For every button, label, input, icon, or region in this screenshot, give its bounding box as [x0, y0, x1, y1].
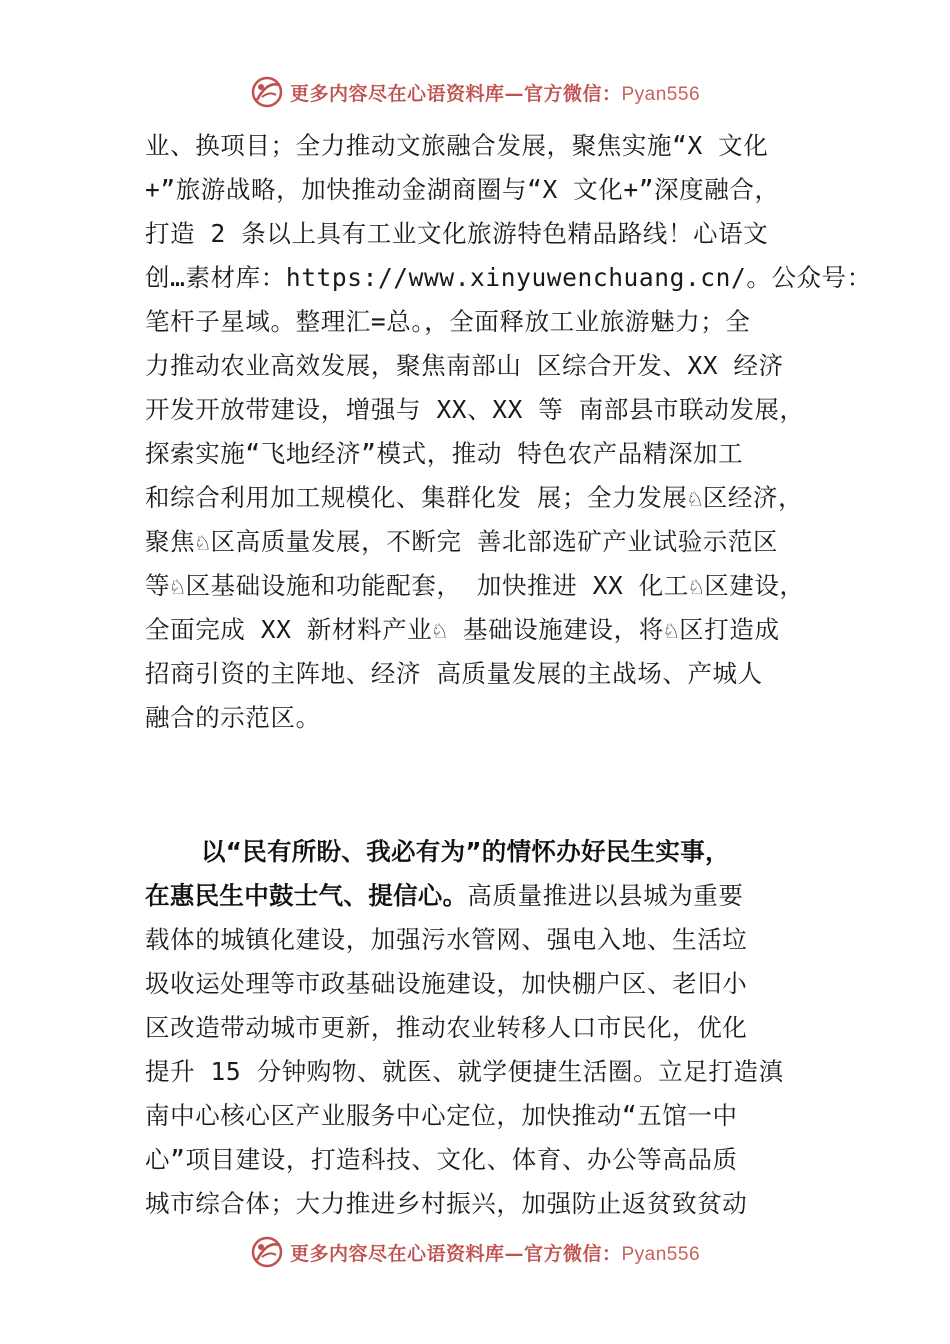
footer-banner-text: 更多内容尽在心语资料库—官方微信：Pyan556	[289, 1242, 701, 1265]
text-line: 和综合利用加工规模化、集群化发 展；全力发展♘区经济，	[145, 483, 804, 512]
text-line: 笔杆子星域。整理汇=总。，全面释放工业旅游魅力；全	[145, 307, 751, 336]
text-line: 提升 15 分钟购物、就医、就学便捷生活圈。立足打造滇	[145, 1057, 784, 1086]
logo-icon	[250, 1235, 284, 1269]
section-heading-cont: 在惠民生中鼓士气、提信心。	[145, 881, 468, 910]
text-line: 载体的城镇化建设，加强污水管网、强电入地、生活垃	[145, 925, 748, 954]
footer-banner	[0, 1232, 950, 1272]
text-line: 探索实施“飞地经济”模式，推动 特色农产品精深加工	[145, 439, 744, 468]
text-line	[145, 874, 865, 918]
text-line: +”旅游战略，加快推动金湖商圈与“X 文化+”深度融合，	[145, 175, 780, 204]
text-line: 融合的示范区。	[145, 703, 321, 732]
text-line: 聚焦♘区高质量发展，不断完 善北部选矿产业试验示范区	[145, 527, 779, 556]
header-banner	[0, 72, 950, 112]
text-line: 心”项目建设，打造科技、文化、体育、办公等高品质	[145, 1145, 738, 1174]
text-line: 招商引资的主阵地、经济 高质量发展的主战场、产城人	[145, 659, 763, 688]
footer-account: Pyan556	[621, 1243, 701, 1265]
text-line: 力推动农业高效发展，聚焦南部山 区综合开发、XX 经济	[145, 351, 784, 380]
text-line: 打造 2 条以上具有工业文化旅游特色精品路线！心语文	[145, 219, 769, 248]
text-line: 南中心核心区产业服务中心定位，加快推动“五馆一中	[145, 1101, 738, 1130]
text-line: 圾收运处理等市政基础设施建设，加快棚户区、老旧小	[145, 969, 748, 998]
document-body	[145, 124, 872, 1226]
text-line: 开发开放带建设，增强与 XX、XX 等 南部县市联动发展，	[145, 395, 805, 424]
text-line: 区改造带动城市更新，推动农业转移人口市民化，优化	[145, 1013, 748, 1042]
text-line: 全面完成 XX 新材料产业♘ 基础设施建设，将♘区打造成	[145, 615, 780, 644]
header-banner-text: 更多内容尽在心语资料库—官方微信：Pyan556	[289, 82, 701, 105]
logo-icon	[250, 75, 284, 109]
text-line: 创…素材库：https://www.xinyuwenchuang.cn/。公众号：	[145, 263, 872, 292]
text-line: 等♘区基础设施和功能配套， 加快推进 XX 化工♘区建设，	[145, 571, 805, 600]
text-line: 城市综合体；大力推进乡村振兴，加强防止返贫致贫动	[145, 1189, 748, 1218]
text-span: 高质量推进以县城为重要	[467, 881, 744, 910]
header-account: Pyan556	[621, 83, 701, 105]
section-heading: 以“民有所盼、我必有为”的情怀办好民生实事，	[201, 837, 730, 866]
text-line: 业、换项目；全力推动文旅融合发展，聚焦实施“X 文化	[145, 131, 769, 160]
